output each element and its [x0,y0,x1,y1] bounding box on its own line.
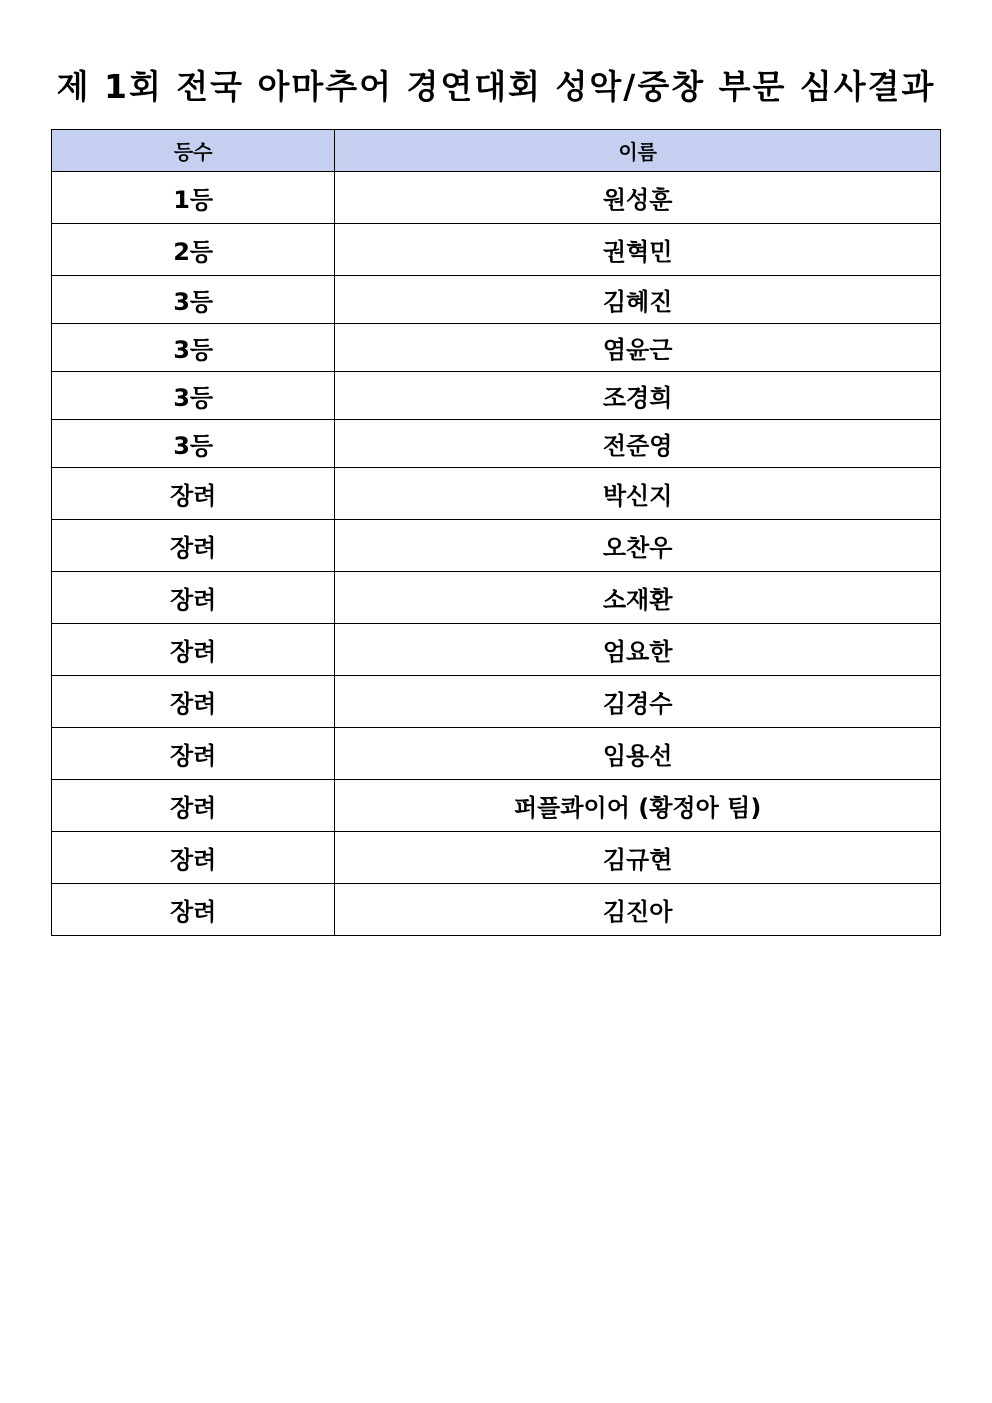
table-row [52,420,941,468]
rank-cell: 장려 [52,780,335,832]
name-cell: 엄요한 [335,624,941,676]
name-cell: 임용선 [335,728,941,780]
rank-cell: 2등 [52,224,335,276]
rank-cell: 3등 [52,324,335,372]
table-row [52,572,941,624]
name-cell: 김경수 [335,676,941,728]
rank-cell: 장려 [52,676,335,728]
rank-cell: 장려 [52,572,335,624]
table-row [52,676,941,728]
name-cell: 염윤근 [335,324,941,372]
table-row [52,520,941,572]
document-title: 제 1회 전국 아마추어 경연대회 성악/중창 부문 심사결과 [56,67,936,106]
table-row [52,832,941,884]
name-cell: 전준영 [335,420,941,468]
name-cell: 박신지 [335,468,941,520]
name-cell: 김진아 [335,884,941,936]
rank-cell: 장려 [52,468,335,520]
rank-cell: 3등 [52,276,335,324]
name-column-header: 이름 [335,130,941,172]
rank-cell: 장려 [52,832,335,884]
rank-cell: 3등 [52,420,335,468]
table-row [52,276,941,324]
rank-cell: 3등 [52,372,335,420]
name-cell: 원성훈 [335,172,941,224]
table-row [52,324,941,372]
name-cell: 권혁민 [335,224,941,276]
name-cell: 퍼플콰이어 (황정아 팀) [335,780,941,832]
name-cell: 소재환 [335,572,941,624]
rank-cell: 장려 [52,624,335,676]
rank-cell: 장려 [52,728,335,780]
table-row [52,728,941,780]
table-row [52,224,941,276]
rank-column-header: 등수 [52,130,335,172]
table-row [52,624,941,676]
table-row [52,172,941,224]
table-row [52,780,941,832]
table-row [52,372,941,420]
rank-cell: 장려 [52,884,335,936]
table-row [52,468,941,520]
name-cell: 김혜진 [335,276,941,324]
rank-cell: 장려 [52,520,335,572]
rank-cell: 1등 [52,172,335,224]
results-table [51,129,941,936]
table-row [52,884,941,936]
name-cell: 조경희 [335,372,941,420]
name-cell: 김규현 [335,832,941,884]
name-cell: 오찬우 [335,520,941,572]
table-header-row [52,130,941,172]
